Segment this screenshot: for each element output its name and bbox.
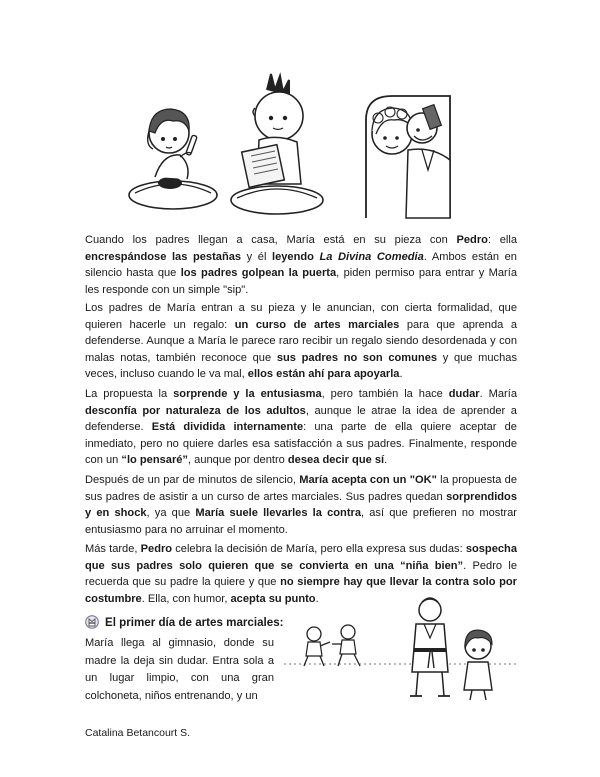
text-run: Pedro [140, 543, 173, 555]
text-run: María suele llevarles la contra [195, 507, 361, 519]
text-run: Está dividida internamente [151, 421, 304, 433]
text-run: desconfía por naturaleza de los adultos [85, 404, 306, 417]
footer-author: Catalina Betancourt S. [85, 727, 191, 739]
text-run: , aunque por dentro [187, 454, 288, 466]
text-run: , ya que [146, 507, 196, 519]
text-run: celebra la decisión de María, pero ella expresa sus dudas: [172, 543, 466, 555]
section-heading [85, 615, 284, 629]
paragraph-2 [85, 300, 517, 383]
section-paragraph: María llega al gimnasio, donde su madre la deja sin dudar. Entra sola a un lugar limpio, con una gran colchoneta, niños entrenando, y un [85, 637, 274, 702]
text-run: . [399, 368, 403, 380]
text-run: ellos están ahí para apoyarla [247, 368, 400, 380]
martial-arts-class-icon [282, 592, 518, 704]
text-run: sorprende y la entusiasma [173, 388, 322, 400]
text-run: encrespándose las pestañas [85, 250, 242, 263]
text-run: . [315, 592, 319, 605]
text-run: dudar [448, 388, 480, 400]
text-run: . María [479, 388, 517, 400]
text-run: leyendo [272, 250, 320, 263]
maria-grooming-icon [125, 95, 220, 215]
parents-knocking-icon [352, 90, 464, 220]
text-run: para que aprenda a defenderse. Aunque a María le parece raro recibir un regalo siendo desordenada y con malas notas, también reconoce que [85, 318, 517, 364]
text-run: , pero también la hace [321, 388, 449, 400]
text-run: sospecha que sus padres solo quieren que se convierta en una “niña bien” [85, 543, 517, 572]
text-run: Los padres de María entran a su pieza y le anuncian, con cierta formalidad, que quieren hacerle un regalo: [85, 302, 517, 331]
paragraph-3 [85, 386, 517, 469]
text-run: , aunque le atrae la idea de aprender a defenderse. [85, 404, 517, 433]
text-run: los padres golpean la puerta [180, 267, 337, 279]
paragraph-1 [85, 232, 517, 298]
text-run: , así que prefieren no mostrar entusiasmo para no arruinar el momento. [85, 507, 517, 536]
text-run: la propuesta de sus padres de asistir a un curso de artes marciales. Sus padres quedan [85, 474, 517, 503]
text-run: sorprendidos y en shock [85, 490, 517, 519]
text-run: La propuesta la [85, 388, 174, 400]
text-run: desea decir que sí [287, 454, 385, 466]
text-run: : una parte de ella quiere aceptar de inmediato, pero no quiere darles esa satisfacción a sus padres. Finalmente, responde con un [85, 421, 517, 466]
text-run: . Ella, con humor, [141, 592, 231, 605]
text-run: : ella [487, 234, 517, 246]
text-run: sus padres no son comunes [276, 351, 438, 364]
text-run: y que muchas veces, incluso cuando le va mal, [85, 351, 517, 380]
text-run: La Divina Comedia [319, 250, 424, 263]
text-run: . Ambos están en silencio hasta que [85, 250, 517, 279]
text-run: acepta su punto [230, 592, 316, 605]
pedro-reading-icon [223, 72, 328, 217]
text-run: un curso de artes marciales [234, 318, 400, 331]
text-run: Más tarde, [85, 543, 141, 555]
text-run: , piden permiso para entrar y María les responde con un simple "sip". [85, 267, 518, 296]
text-run: y él [241, 250, 272, 263]
paragraph-4 [85, 472, 517, 538]
martial-arts-uniform-icon [85, 615, 99, 629]
text-run: . [384, 454, 388, 466]
section-title: El primer día de artes marciales: [105, 615, 284, 629]
text-run: Después de un par de minutos de silencio, [85, 474, 300, 486]
text-run: “lo pensaré” [121, 454, 188, 466]
text-run: no siempre hay que llevar la contra solo por costumbre [85, 576, 517, 605]
text-run: . Pedro le recuerda que su padre la quiere y que [85, 559, 518, 588]
text-run: Cuando los padres llegan a casa, María está en su pieza con [85, 234, 457, 246]
text-run: María acepta con un "OK" [299, 474, 437, 486]
text-run: Pedro [456, 234, 488, 246]
